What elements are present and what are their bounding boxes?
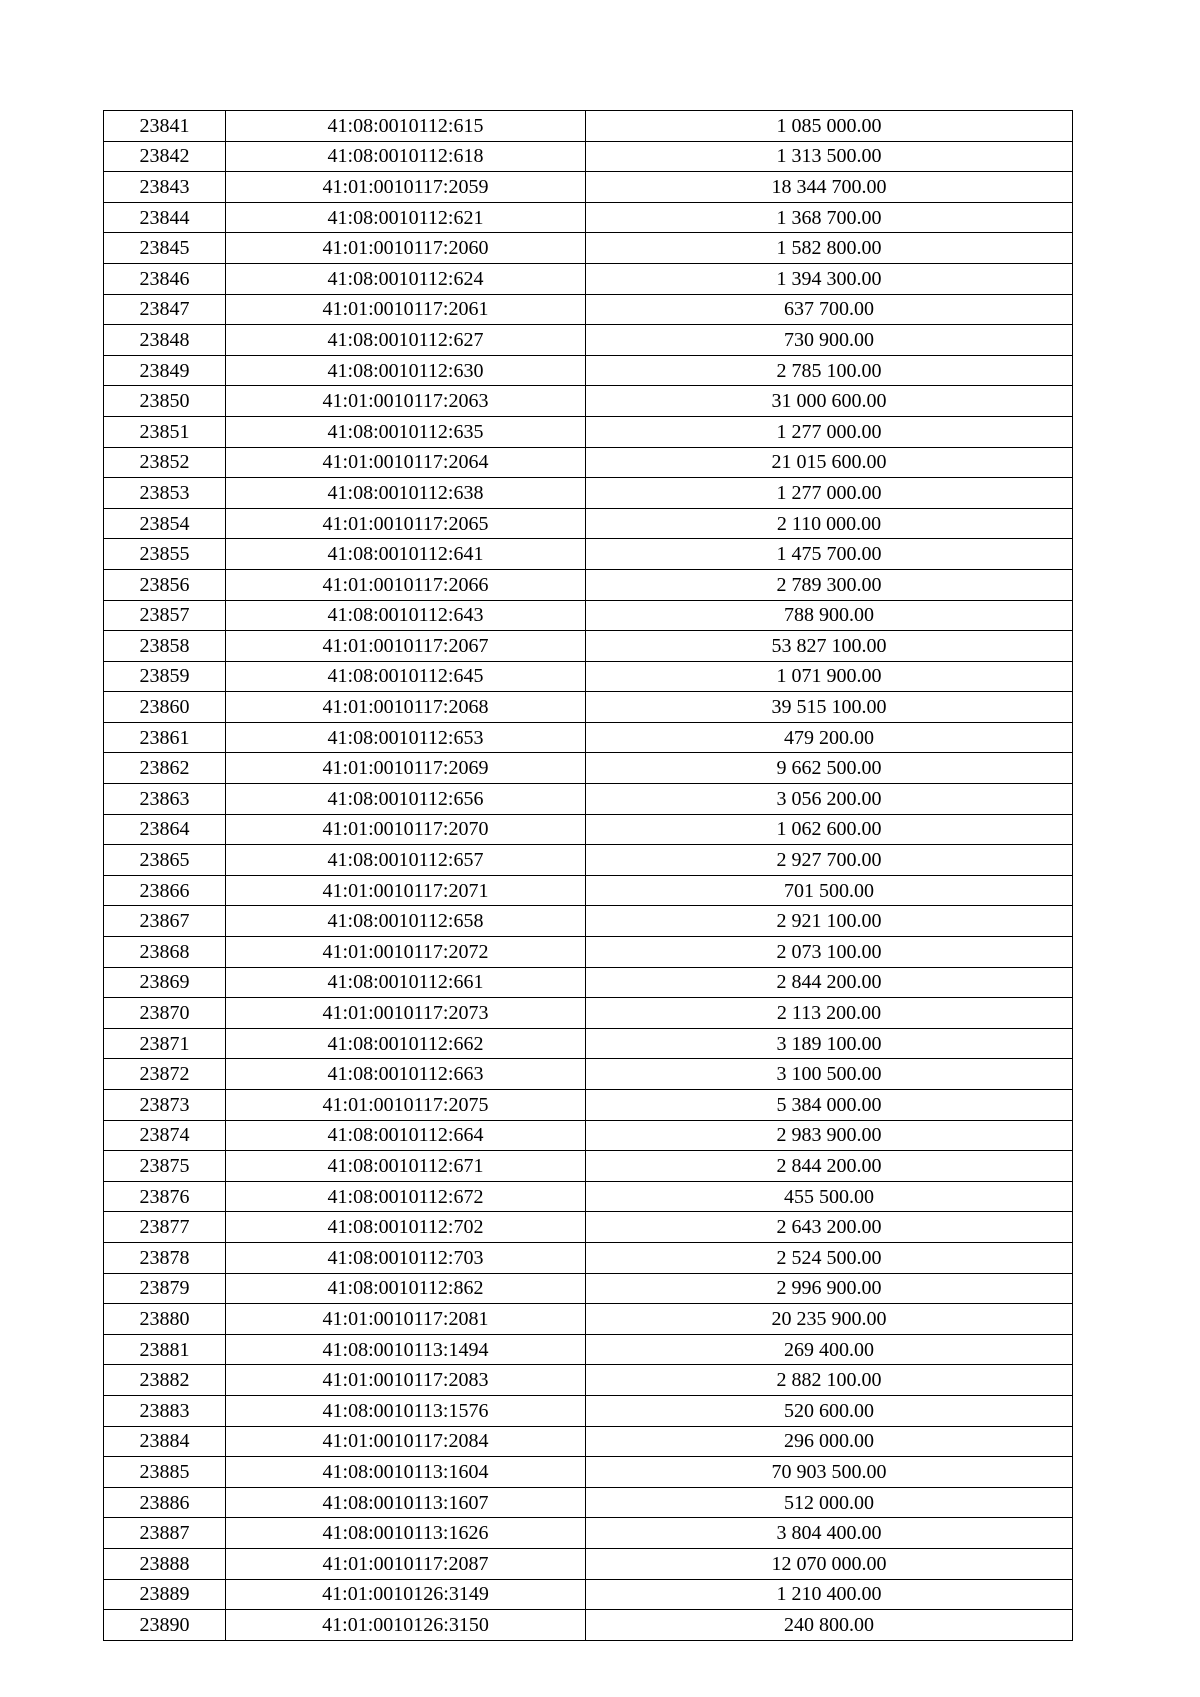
cadastral-number-cell: 41:08:0010112:630	[226, 355, 586, 386]
value-cell: 21 015 600.00	[586, 447, 1073, 478]
cadastral-number-cell: 41:01:0010117:2071	[226, 875, 586, 906]
row-number-cell: 23872	[104, 1059, 226, 1090]
table-row	[104, 1395, 1073, 1426]
row-number-cell: 23887	[104, 1518, 226, 1549]
table-row	[104, 845, 1073, 876]
row-number-cell: 23868	[104, 937, 226, 968]
cadastral-number-cell: 41:01:0010117:2066	[226, 569, 586, 600]
cadastral-number-cell: 41:08:0010112:641	[226, 539, 586, 570]
cadastral-number-cell: 41:01:0010117:2069	[226, 753, 586, 784]
row-number-cell: 23849	[104, 355, 226, 386]
row-number-cell: 23859	[104, 661, 226, 692]
value-cell: 2 983 900.00	[586, 1120, 1073, 1151]
value-cell: 240 800.00	[586, 1610, 1073, 1641]
value-cell: 1 277 000.00	[586, 478, 1073, 509]
value-cell: 31 000 600.00	[586, 386, 1073, 417]
table-row	[104, 294, 1073, 325]
cadastral-number-cell: 41:01:0010117:2067	[226, 631, 586, 662]
row-number-cell: 23885	[104, 1457, 226, 1488]
value-cell: 5 384 000.00	[586, 1090, 1073, 1121]
value-cell: 2 996 900.00	[586, 1273, 1073, 1304]
row-number-cell: 23843	[104, 172, 226, 203]
table-row	[104, 1579, 1073, 1610]
cadastral-number-cell: 41:08:0010113:1607	[226, 1487, 586, 1518]
row-number-cell: 23879	[104, 1273, 226, 1304]
row-number-cell: 23890	[104, 1610, 226, 1641]
cadastral-number-cell: 41:01:0010126:3150	[226, 1610, 586, 1641]
row-number-cell: 23841	[104, 111, 226, 142]
value-cell: 3 056 200.00	[586, 784, 1073, 815]
value-cell: 1 394 300.00	[586, 263, 1073, 294]
value-cell: 269 400.00	[586, 1334, 1073, 1365]
cadastral-number-cell: 41:01:0010117:2075	[226, 1090, 586, 1121]
table-row	[104, 508, 1073, 539]
value-cell: 2 110 000.00	[586, 508, 1073, 539]
cadastral-number-cell: 41:08:0010112:672	[226, 1181, 586, 1212]
cadastral-number-cell: 41:01:0010126:3149	[226, 1579, 586, 1610]
row-number-cell: 23864	[104, 814, 226, 845]
table-row	[104, 753, 1073, 784]
table-row	[104, 1457, 1073, 1488]
table-row	[104, 875, 1073, 906]
table-row	[104, 539, 1073, 570]
row-number-cell: 23853	[104, 478, 226, 509]
cadastral-number-cell: 41:01:0010117:2064	[226, 447, 586, 478]
cadastral-number-cell: 41:08:0010113:1626	[226, 1518, 586, 1549]
cadastral-number-cell: 41:01:0010117:2072	[226, 937, 586, 968]
cadastral-number-cell: 41:08:0010113:1576	[226, 1395, 586, 1426]
cadastral-number-cell: 41:01:0010117:2063	[226, 386, 586, 417]
table-row	[104, 233, 1073, 264]
cadastral-number-cell: 41:01:0010117:2070	[226, 814, 586, 845]
cadastral-number-cell: 41:08:0010112:702	[226, 1212, 586, 1243]
row-number-cell: 23850	[104, 386, 226, 417]
row-number-cell: 23854	[104, 508, 226, 539]
cadastral-number-cell: 41:08:0010112:657	[226, 845, 586, 876]
table-row	[104, 1120, 1073, 1151]
value-cell: 2 073 100.00	[586, 937, 1073, 968]
cadastral-number-cell: 41:08:0010112:663	[226, 1059, 586, 1090]
value-cell: 1 277 000.00	[586, 416, 1073, 447]
cadastral-number-cell: 41:01:0010117:2073	[226, 998, 586, 1029]
cadastral-number-cell: 41:08:0010112:627	[226, 325, 586, 356]
value-cell: 788 900.00	[586, 600, 1073, 631]
table-row	[104, 722, 1073, 753]
value-cell: 1 071 900.00	[586, 661, 1073, 692]
row-number-cell: 23874	[104, 1120, 226, 1151]
table-row	[104, 967, 1073, 998]
row-number-cell: 23848	[104, 325, 226, 356]
table-row	[104, 386, 1073, 417]
value-cell: 2 789 300.00	[586, 569, 1073, 600]
value-cell: 637 700.00	[586, 294, 1073, 325]
table-row	[104, 1151, 1073, 1182]
cadastral-number-cell: 41:08:0010112:653	[226, 722, 586, 753]
value-cell: 296 000.00	[586, 1426, 1073, 1457]
table-row	[104, 1487, 1073, 1518]
cadastral-number-cell: 41:08:0010112:671	[226, 1151, 586, 1182]
cadastral-number-cell: 41:01:0010117:2068	[226, 692, 586, 723]
row-number-cell: 23873	[104, 1090, 226, 1121]
row-number-cell: 23871	[104, 1028, 226, 1059]
table-row	[104, 202, 1073, 233]
row-number-cell: 23870	[104, 998, 226, 1029]
row-number-cell: 23888	[104, 1548, 226, 1579]
cadastral-number-cell: 41:08:0010112:645	[226, 661, 586, 692]
row-number-cell: 23857	[104, 600, 226, 631]
cadastral-number-cell: 41:08:0010112:618	[226, 141, 586, 172]
table-row	[104, 600, 1073, 631]
table-row	[104, 692, 1073, 723]
table-row	[104, 447, 1073, 478]
value-cell: 2 844 200.00	[586, 967, 1073, 998]
table-row	[104, 631, 1073, 662]
value-cell: 1 062 600.00	[586, 814, 1073, 845]
row-number-cell: 23878	[104, 1242, 226, 1273]
cadastral-number-cell: 41:08:0010112:658	[226, 906, 586, 937]
value-cell: 3 100 500.00	[586, 1059, 1073, 1090]
value-cell: 18 344 700.00	[586, 172, 1073, 203]
table-row	[104, 1273, 1073, 1304]
value-cell: 3 804 400.00	[586, 1518, 1073, 1549]
value-cell: 730 900.00	[586, 325, 1073, 356]
cadastral-number-cell: 41:01:0010117:2081	[226, 1304, 586, 1335]
value-cell: 1 210 400.00	[586, 1579, 1073, 1610]
cadastral-value-table	[103, 110, 1073, 1641]
value-cell: 479 200.00	[586, 722, 1073, 753]
row-number-cell: 23881	[104, 1334, 226, 1365]
row-number-cell: 23845	[104, 233, 226, 264]
table-row	[104, 1426, 1073, 1457]
table-row	[104, 1518, 1073, 1549]
value-cell: 2 524 500.00	[586, 1242, 1073, 1273]
value-cell: 39 515 100.00	[586, 692, 1073, 723]
value-cell: 1 475 700.00	[586, 539, 1073, 570]
value-cell: 1 085 000.00	[586, 111, 1073, 142]
table-row	[104, 1365, 1073, 1396]
value-cell: 9 662 500.00	[586, 753, 1073, 784]
row-number-cell: 23880	[104, 1304, 226, 1335]
row-number-cell: 23889	[104, 1579, 226, 1610]
table-row	[104, 1028, 1073, 1059]
value-cell: 2 643 200.00	[586, 1212, 1073, 1243]
table-row	[104, 416, 1073, 447]
value-cell: 701 500.00	[586, 875, 1073, 906]
table-row	[104, 784, 1073, 815]
row-number-cell: 23883	[104, 1395, 226, 1426]
value-cell: 2 921 100.00	[586, 906, 1073, 937]
table-row	[104, 172, 1073, 203]
value-cell: 20 235 900.00	[586, 1304, 1073, 1335]
table-row	[104, 1059, 1073, 1090]
cadastral-number-cell: 41:01:0010117:2061	[226, 294, 586, 325]
row-number-cell: 23862	[104, 753, 226, 784]
row-number-cell: 23842	[104, 141, 226, 172]
row-number-cell: 23863	[104, 784, 226, 815]
row-number-cell: 23855	[104, 539, 226, 570]
cadastral-number-cell: 41:08:0010112:664	[226, 1120, 586, 1151]
cadastral-number-cell: 41:08:0010113:1494	[226, 1334, 586, 1365]
table-row	[104, 141, 1073, 172]
cadastral-number-cell: 41:08:0010112:615	[226, 111, 586, 142]
cadastral-number-cell: 41:08:0010112:656	[226, 784, 586, 815]
cadastral-number-cell: 41:01:0010117:2059	[226, 172, 586, 203]
row-number-cell: 23869	[104, 967, 226, 998]
value-cell: 3 189 100.00	[586, 1028, 1073, 1059]
cadastral-number-cell: 41:01:0010117:2083	[226, 1365, 586, 1396]
cadastral-number-cell: 41:08:0010112:638	[226, 478, 586, 509]
table-body	[104, 111, 1073, 1641]
value-cell: 455 500.00	[586, 1181, 1073, 1212]
table-row	[104, 1334, 1073, 1365]
cadastral-number-cell: 41:08:0010112:643	[226, 600, 586, 631]
row-number-cell: 23852	[104, 447, 226, 478]
row-number-cell: 23866	[104, 875, 226, 906]
table-row	[104, 937, 1073, 968]
table-row	[104, 1090, 1073, 1121]
value-cell: 520 600.00	[586, 1395, 1073, 1426]
value-cell: 53 827 100.00	[586, 631, 1073, 662]
table-row	[104, 1304, 1073, 1335]
cadastral-number-cell: 41:08:0010113:1604	[226, 1457, 586, 1488]
cadastral-number-cell: 41:08:0010112:661	[226, 967, 586, 998]
table-row	[104, 1610, 1073, 1641]
value-cell: 1 368 700.00	[586, 202, 1073, 233]
table-row	[104, 263, 1073, 294]
value-cell: 2 785 100.00	[586, 355, 1073, 386]
value-cell: 70 903 500.00	[586, 1457, 1073, 1488]
row-number-cell: 23877	[104, 1212, 226, 1243]
table-row	[104, 1548, 1073, 1579]
row-number-cell: 23876	[104, 1181, 226, 1212]
table-row	[104, 478, 1073, 509]
row-number-cell: 23856	[104, 569, 226, 600]
row-number-cell: 23882	[104, 1365, 226, 1396]
value-cell: 512 000.00	[586, 1487, 1073, 1518]
table-row	[104, 661, 1073, 692]
value-cell: 1 313 500.00	[586, 141, 1073, 172]
row-number-cell: 23875	[104, 1151, 226, 1182]
table-row	[104, 1212, 1073, 1243]
table-row	[104, 111, 1073, 142]
row-number-cell: 23851	[104, 416, 226, 447]
value-cell: 2 844 200.00	[586, 1151, 1073, 1182]
row-number-cell: 23846	[104, 263, 226, 294]
table-row	[104, 814, 1073, 845]
table-row	[104, 325, 1073, 356]
value-cell: 2 882 100.00	[586, 1365, 1073, 1396]
table-row	[104, 906, 1073, 937]
cadastral-number-cell: 41:01:0010117:2060	[226, 233, 586, 264]
row-number-cell: 23844	[104, 202, 226, 233]
row-number-cell: 23886	[104, 1487, 226, 1518]
row-number-cell: 23861	[104, 722, 226, 753]
row-number-cell: 23865	[104, 845, 226, 876]
cadastral-number-cell: 41:01:0010117:2087	[226, 1548, 586, 1579]
row-number-cell: 23858	[104, 631, 226, 662]
row-number-cell: 23884	[104, 1426, 226, 1457]
cadastral-number-cell: 41:01:0010117:2065	[226, 508, 586, 539]
table-row	[104, 355, 1073, 386]
value-cell: 1 582 800.00	[586, 233, 1073, 264]
cadastral-number-cell: 41:08:0010112:621	[226, 202, 586, 233]
value-cell: 2 927 700.00	[586, 845, 1073, 876]
value-cell: 2 113 200.00	[586, 998, 1073, 1029]
row-number-cell: 23860	[104, 692, 226, 723]
cadastral-number-cell: 41:08:0010112:862	[226, 1273, 586, 1304]
row-number-cell: 23847	[104, 294, 226, 325]
cadastral-number-cell: 41:08:0010112:624	[226, 263, 586, 294]
value-cell: 12 070 000.00	[586, 1548, 1073, 1579]
cadastral-number-cell: 41:01:0010117:2084	[226, 1426, 586, 1457]
cadastral-number-cell: 41:08:0010112:703	[226, 1242, 586, 1273]
table-row	[104, 998, 1073, 1029]
table-row	[104, 1242, 1073, 1273]
table-row	[104, 569, 1073, 600]
cadastral-number-cell: 41:08:0010112:662	[226, 1028, 586, 1059]
table-row	[104, 1181, 1073, 1212]
cadastral-number-cell: 41:08:0010112:635	[226, 416, 586, 447]
row-number-cell: 23867	[104, 906, 226, 937]
